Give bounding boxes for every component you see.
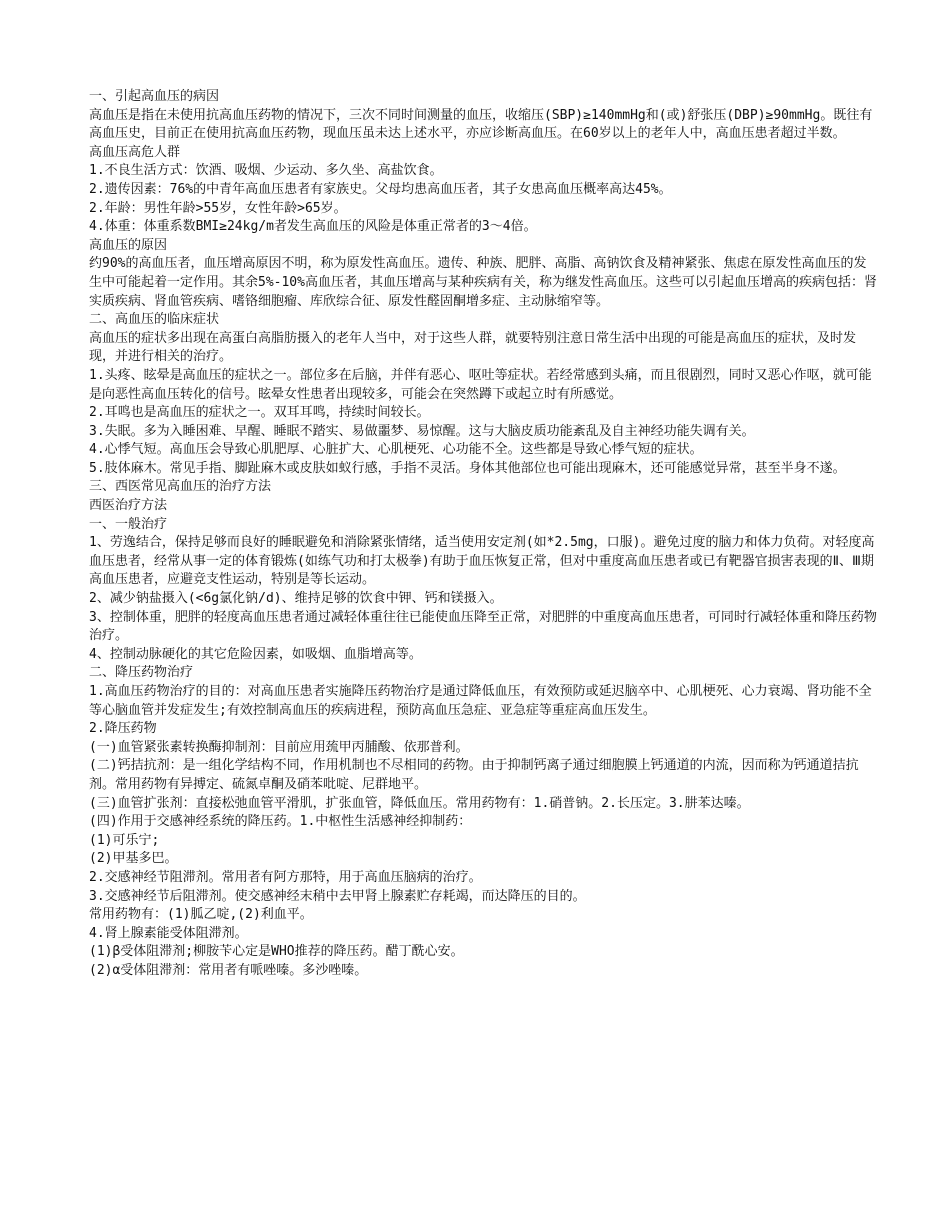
list-item: 4.心悸气短。高血压会导致心肌肥厚、心脏扩大、心肌梗死、心功能不全。这些都是导致心悸气短的症状。 (89, 442, 703, 458)
section-heading-symptoms: 二、高血压的临床症状 (89, 312, 220, 328)
list-item: 4.肾上腺素能受体阻滞剂。 (89, 925, 248, 941)
list-item: 2.年龄：男性年龄>55岁，女性年龄>65岁。 (89, 200, 347, 216)
list-item: 1.高血压药物治疗的目的：对高血压患者实施降压药物治疗是通过降低血压，有效预防或延迟脑卒中、心肌梗死、心力衰竭、肾功能不全等心脑血管并发症发生;有效控制高血压的疾病进程，预防高血压急症、亚急症等重症高血压发生。 (89, 684, 872, 718)
list-item: 3、控制体重，肥胖的轻度高血压患者通过减轻体重往往已能使血压降至正常，对肥胖的中重度高血压患者，可同时行减轻体重和降压药物治疗。 (89, 609, 877, 644)
subheading-reasons: 高血压的原因 (89, 237, 168, 253)
list-item: 常用药物有：(1)胍乙啶,(2)利血平。 (89, 907, 313, 923)
section-heading-treatment: 三、西医常见高血压的治疗方法 (89, 479, 272, 495)
list-item: (三)血管扩张剂：直接松弛血管平滑肌，扩张血管，降低血压。常用药物有：1.硝普钠。2.长压定。3.肼苯达嗪。 (89, 795, 750, 811)
document-body (89, 88, 879, 981)
subheading-western-treatment: 西医治疗方法 (89, 498, 168, 514)
list-item: 1.头疼、眩晕是高血压的症状之一。部位多在后脑，并伴有恶心、呕吐等症状。若经常感到头痛，而且很剧烈，同时又恶心作呕，就可能是向恶性高血压转化的信号。眩晕女性患者出现较多，可能会在突然蹲下或起立时有所感觉。 (89, 367, 872, 402)
subheading-drug-treatment: 二、降压药物治疗 (89, 665, 194, 681)
subheading-high-risk: 高血压高危人群 (89, 144, 181, 160)
list-item: 2.交感神经节阻滞剂。常用者有阿方那特，用于高血压脑病的治疗。 (89, 869, 482, 885)
section-heading-causes: 一、引起高血压的病因 (89, 89, 220, 104)
list-item: 2.遗传因素：76%的中青年高血压患者有家族史。父母均患高血压者，其子女患高血压概率高达45%。 (89, 181, 672, 197)
list-item: 5.肢体麻木。常见手指、脚趾麻木或皮肤如蚁行感，手指不灵活。身体其他部位也可能出现麻木，还可能感觉异常，甚至半身不遂。 (89, 460, 846, 476)
list-item: 2.降压药物 (89, 721, 157, 737)
list-item: (1)β受体阻滞剂;柳胺苄心定是WHO推荐的降压药。醋丁酰心安。 (89, 944, 464, 960)
list-item: (一)血管紧张素转换酶抑制剂：目前应用巯甲丙脯酸、依那普利。 (89, 739, 469, 755)
paragraph-symptoms-intro: 高血压的症状多出现在高蛋白高脂肪摄入的老年人当中，对于这些人群，就要特别注意日常生活中出现的可能是高血压的症状，及时发现，并进行相关的治疗。 (89, 330, 857, 365)
paragraph-definition: 高血压是指在未使用抗高血压药物的情况下，三次不同时间测量的血压，收缩压(SBP)≥140mmHg和(或)舒张压(DBP)≥90mmHg。既往有高血压史，目前正在使用抗高血压药物，现血压虽未达上述水平，亦应诊断高血压。在60岁以上的老年人中，高血压患者超过半数。 (89, 107, 873, 142)
list-item: 3.交感神经节后阻滞剂。使交感神经末稍中去甲肾上腺素贮存耗竭，而达降压的目的。 (89, 888, 586, 904)
list-item: (1)可乐宁; (89, 832, 160, 848)
list-item: 4.体重：体重系数BMI≥24kg/m者发生高血压的风险是体重正常者的3～4倍。 (89, 219, 537, 235)
list-item: (四)作用于交感神经系统的降压药。1.中枢性生活感神经抑制药： (89, 814, 472, 830)
list-item: (2)甲基多巴。 (89, 851, 178, 867)
list-item: 4、控制动脉硬化的其它危险因素，如吸烟、血脂增高等。 (89, 646, 422, 662)
list-item: 3.失眠。多为入睡困难、早醒、睡眠不踏实、易做噩梦、易惊醒。这与大脑皮质功能紊乱及自主神经功能失调有关。 (89, 423, 755, 439)
list-item: (2)α受体阻滞剂：常用者有哌唑嗪。多沙唑嗪。 (89, 962, 368, 978)
list-item: 1.不良生活方式：饮酒、吸烟、少运动、多久坐、高盐饮食。 (89, 163, 443, 179)
list-item: 2.耳鸣也是高血压的症状之一。双耳耳鸣，持续时间较长。 (89, 405, 430, 421)
subheading-general-treatment: 一、一般治疗 (89, 516, 168, 532)
paragraph-reasons: 约90%的高血压者，血压增高原因不明，称为原发性高血压。遗传、种族、肥胖、高脂、高钠饮食及精神紧张、焦虑在原发性高血压的发生中可能起着一定作用。其余5%-10%高血压者，其血压增高与某种疾病有关，称为继发性高血压。这些可以引起血压增高的疾病包括：肾实质疾病、肾血管疾病、嗜铬细胞瘤、库欣综合征、原发性醛固酮增多症、主动脉缩窄等。 (89, 256, 877, 309)
list-item: (二)钙拮抗剂：是一组化学结构不同，作用机制也不尽相同的药物。由于抑制钙离子通过细胞膜上钙通道的内流，因而称为钙通道拮抗剂。常用药物有异搏定、硫氮卓酮及硝苯吡啶、尼群地平。 (89, 758, 859, 792)
list-item: 1、劳逸结合，保持足够而良好的睡眠避免和消除紧张情绪，适当使用安定剂(如*2.5mg，口服)。避免过度的脑力和体力负荷。对轻度高血压患者，经常从事一定的体育锻炼(如练气功和打太极拳)有助于血压恢复正常，但对中重度高血压患者或已有靶器官损害表现的Ⅱ、Ⅲ期高血压患者，应避竞支性运动，特别是等长运动。 (89, 535, 875, 588)
list-item: 2、减少钠盐摄入(<6g氯化钠/d)、维持足够的饮食中钾、钙和镁摄入。 (89, 591, 503, 607)
